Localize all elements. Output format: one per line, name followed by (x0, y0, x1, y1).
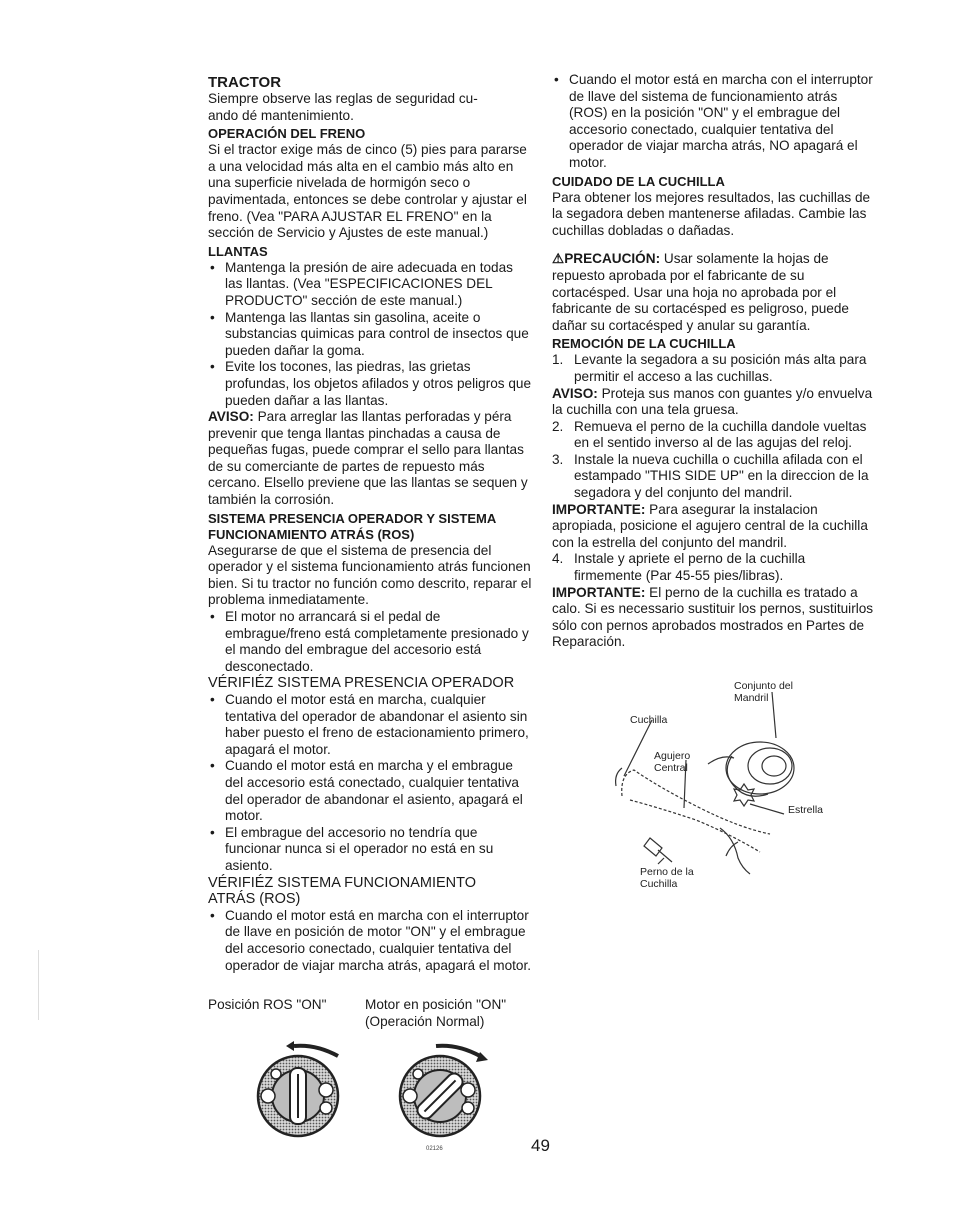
blade-assembly-figure (600, 678, 840, 908)
important-label: IMPORTANTE: (552, 584, 646, 600)
removal-step: 1. Levante la segadora a su posición más alta para permitir el acceso a las cuchillas. (552, 352, 867, 384)
tires-item: • Mantenga la presión de aire adecuada en todas las llantas. (Vea "ESPECIFICACIONES DEL PRODUCTO" sección de este manual.) (208, 260, 534, 310)
verify-presence-list (208, 692, 534, 875)
gloves-notice (552, 386, 874, 419)
page-number: 49 (531, 1136, 550, 1155)
verify-reverse-item: • Cuando el motor está en marcha con el interruptor de llave en posición de motor "ON" y el embrague del accesorio conectado, cualquier tentativa del operador de viajar marcha atrás, apagará el motor. (208, 908, 534, 974)
label-center-hole: Agujero Central (654, 750, 691, 774)
heading-tractor: TRACTOR (208, 74, 282, 91)
tires-notice (208, 409, 534, 509)
notice-label: AVISO: (552, 385, 598, 401)
ros-paragraph: Asegurarse de que el sistema de presencia del operador y el sistema funcionamiento atrás funcionen bien. Si tu tractor no función como descrito, reparar el problema inmediatamente. (208, 542, 532, 608)
warning-triangle-icon: ⚠ (552, 251, 565, 267)
notice-label: AVISO: (208, 409, 254, 425)
important-installation (552, 502, 874, 552)
ros-item: • El motor no arrancará si el pedal de embrague/freno está completamente presionado y el mando del embrague del accesorio está desconectado. (208, 609, 534, 675)
motor-on-caption: Motor en posición "ON" (Operación Normal) (365, 997, 507, 1029)
blade-removal-steps (552, 551, 874, 584)
label-blade-bolt: Perno de la Cuchilla (640, 866, 694, 890)
label-spindle-assembly: Conjunto del Mandril (734, 680, 793, 704)
ignition-knob-run-icon (388, 1038, 498, 1153)
heading-blade-care: CUIDADO DE LA CUCHILLA (552, 173, 725, 189)
heading-brake-operation: OPERACIÓN DEL FRENO (208, 126, 366, 142)
label-star: Estrella (788, 804, 824, 816)
ignition-knob-ros-icon (246, 1038, 356, 1138)
caution-paragraph (552, 251, 874, 334)
tires-list (208, 260, 534, 409)
label-blade: Cuchilla (630, 714, 668, 726)
verify-presence-item: • Cuando el motor está en marcha, cualquier tentativa del operador de abandonar el asiento sin haber puesto el freno de estacionamiento primero, apagará el motor. (208, 692, 534, 758)
brake-paragraph: Si el tractor exige más de cinco (5) pies para pararse a una velocidad más alta en el cambio más alto en una superficie nivelada de hormigón seco o pavimentada, entonces se debe controlar y ajustar el freno. (Vea "PARA AJUSTAR EL FRENO" en la sección de Servicio y Ajustes de este manual.) (208, 142, 527, 241)
blade-assembly-drawing-icon (600, 678, 840, 908)
important-text: Para asegurar la instalacion apropiada, posicione el agujero central de la cuchilla con la estrella del conjunto del mandril. (552, 501, 868, 550)
reverse-system-list (552, 72, 874, 172)
heading-ros-system: SISTEMA PRESENCIA OPERADOR Y SISTEMA FUNCIONAMIENTO ATRÁS (ROS) (208, 510, 496, 542)
important-text: El perno de la cuchilla es tratado a calo. Si es necessario sustituir los pernos, sustituirlos sólo con pernos aprobados mostrados en Partes de Reparación. (552, 584, 874, 650)
verify-presence-item: • Cuando el motor está en marcha y el embrague del accesorio está conectado, cualquier tentativa del operador de abandonar el asiento, apagará el motor. (208, 758, 534, 824)
caution-label: ⚠PRECAUCIÓN: (552, 251, 661, 267)
margin-mark (38, 950, 39, 1020)
blade-removal-steps (552, 352, 874, 385)
knob-code: 02126 (426, 1146, 443, 1152)
heading-verify-reverse: VÉRIFIÉZ SISTEMA FUNCIONAMIENTO ATRÁS (ROS) (208, 874, 477, 908)
notice-text: Para arreglar las llantas perforadas y péra prevenir que tenga llantas pinchadas a causa de pequeñas fugas, puede comprar el sello para llantas de su comerciante de partes de repuesto más cercano. Elsello previene que las llantas se sequen y también la corrosión. (208, 409, 528, 508)
ros-on-caption: Posición ROS "ON" (208, 997, 327, 1012)
tires-item: • Mantenga las llantas sin gasolina, aceite o substancias quimicas para control de insectos que pueden dañar la goma. (208, 310, 534, 360)
left-column (208, 72, 534, 974)
important-bolt (552, 585, 874, 651)
caution-text: Usar solamente la hojas de repuesto aprobada por el fabricante de su cortacésped. Usar una hoja no aprobada por el fabricante de su cortacésped es peligroso, puede dañar su cortacésped y anular su garantía. (552, 251, 849, 333)
reverse-system-item: • Cuando el motor está en marcha con el interruptor de llave del sistema de funcionamiento atrás (ROS) en la posición "ON" y el embrague del accesorio conectado, cualquier tentativa del operador de viajar marcha atrás, NO apagará el motor. (552, 72, 874, 172)
verify-reverse-list (208, 908, 534, 974)
important-label: IMPORTANTE: (552, 501, 646, 517)
removal-step: 4. Instale y apriete el perno de la cuchilla firmemente (Par 45-55 pies/libras). (552, 551, 806, 584)
notice-text: Proteja sus manos con guantes y/o envuelva la cuchilla con una tela gruesa. (552, 385, 873, 418)
tires-item: • Evite los tocones, las piedras, las grietas profundas, los objetos afilados y otros peligros que pueden dañar a las llantas. (208, 359, 534, 409)
removal-step: 2. Remueva el perno de la cuchilla dandole vueltas en el sentido inverso al de las agujas del reloj. (552, 418, 867, 451)
verify-presence-item: • El embrague del accesorio no tendría que funcionar nunca si el operador no está en su asiento. (208, 825, 534, 875)
removal-step: 3. Instale la nueva cuchilla o cuchilla afilada con el estampado "THIS SIDE UP" en la direccion de la segadora y del conjunto del mandril. (552, 451, 869, 501)
ros-list (208, 609, 534, 675)
blade-removal-steps (552, 419, 874, 502)
blade-care-paragraph: Para obtener los mejores resultados, las cuchillas de la segadora deben mantenerse afiladas. Cambie las cuchillas dobladas o dañadas. (552, 189, 871, 238)
right-column (552, 72, 874, 651)
heading-tires: LLANTAS (208, 243, 268, 259)
heading-verify-presence: VÉRIFIÉZ SISTEMA PRESENCIA OPERADOR (208, 675, 515, 692)
tractor-intro: Siempre observe las reglas de seguridad cu- ando dé mantenimiento. (208, 91, 478, 123)
heading-blade-removal: REMOCIÓN DE LA CUCHILLA (552, 336, 736, 352)
